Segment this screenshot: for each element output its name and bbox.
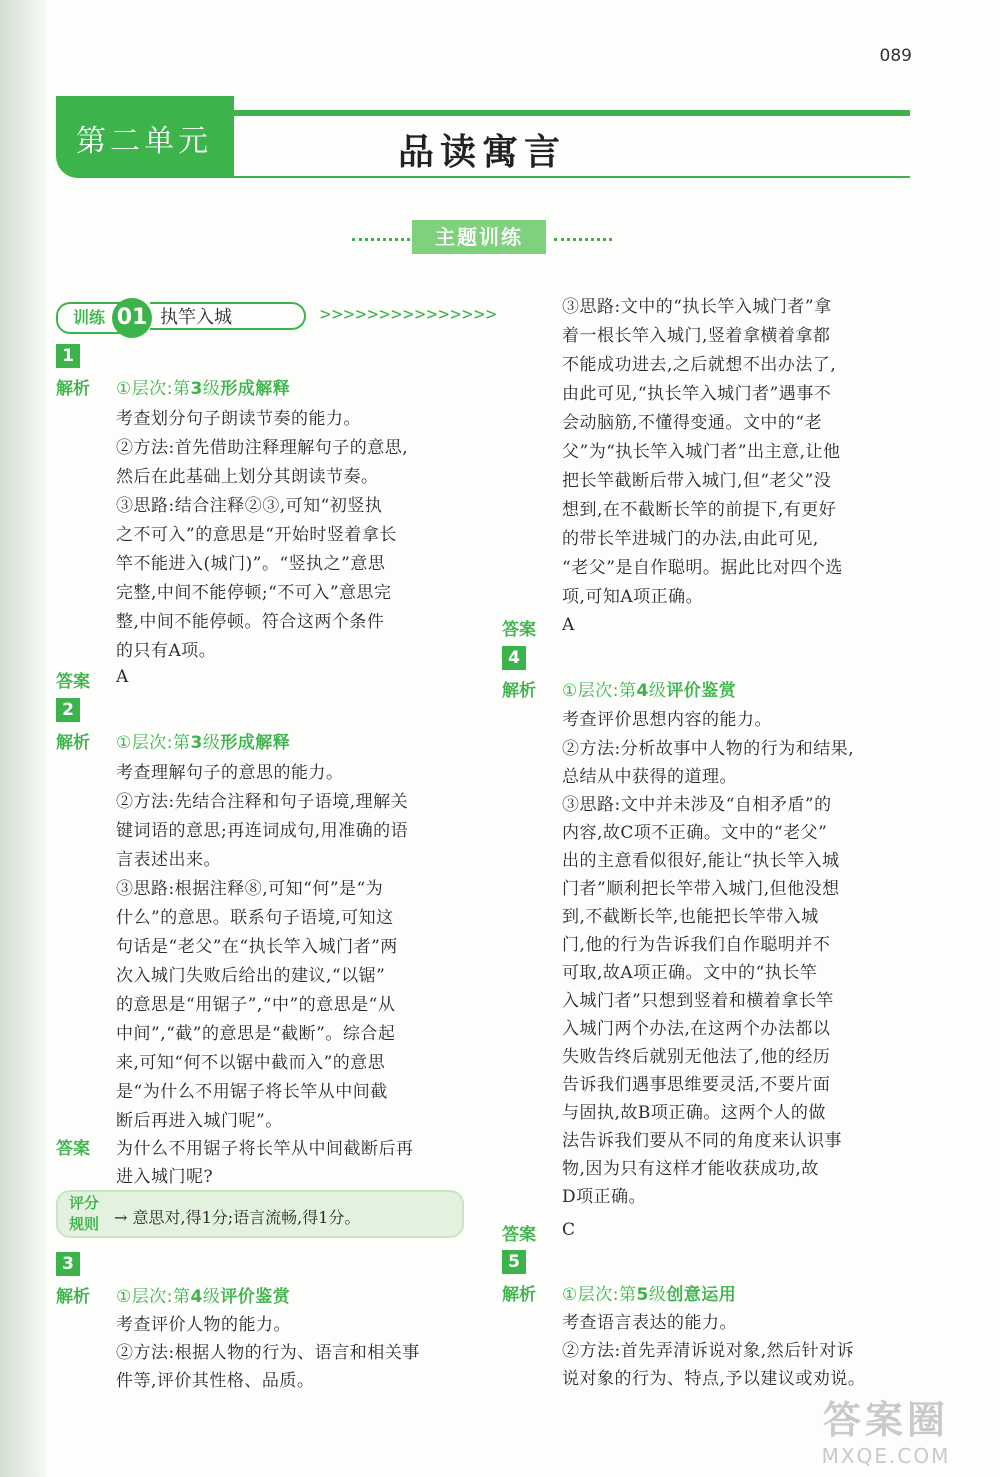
section-dots-left xyxy=(352,238,410,241)
text-line: 考查评价思想内容的能力。 xyxy=(562,710,772,730)
question-number-1: 1 xyxy=(56,344,80,368)
text-line: 门,他的行为告诉我们自作聪明并不 xyxy=(562,935,831,955)
text-line: 之不可入”的意思是“开始时竖着拿长 xyxy=(116,525,397,545)
level-line-5 xyxy=(562,1280,736,1305)
score-rule-label xyxy=(62,1193,106,1235)
question-number-4: 4 xyxy=(502,646,526,670)
level-prefix: ①层次:第 xyxy=(116,733,191,753)
level-line-1 xyxy=(116,374,290,399)
text-line: “老父”是自作聪明。据此比对四个选 xyxy=(562,558,843,578)
text-line: 是“为什么不用锯子将长竿从中间截 xyxy=(116,1082,388,1102)
text-line: 想到,在不截断长竿的前提下,有更好 xyxy=(562,500,837,520)
book-spine-shadow xyxy=(0,0,46,1477)
level-name: 评价鉴赏 xyxy=(220,1287,291,1307)
text-line: 与固执,故B项正确。这两个人的做 xyxy=(562,1103,826,1123)
level-prefix: ①层次:第 xyxy=(116,1287,191,1307)
level-name: 创意运用 xyxy=(666,1285,737,1305)
text-line: 会动脑筋,不懂得变通。文中的“老 xyxy=(562,413,823,433)
text-line: 总结从中获得的道理。 xyxy=(562,767,737,787)
level-prefix: ①层次:第 xyxy=(562,1285,637,1305)
text-line: 来,可知“何不以锯中截而入”的意思 xyxy=(116,1053,386,1073)
text-line: 不能成功进去,之后就想不出办法了, xyxy=(562,355,837,375)
analysis-label-5: 解析 xyxy=(502,1285,536,1305)
text-line: 考查评价人物的能力。 xyxy=(116,1315,291,1335)
text-line: 入城门者”只想到竖着和横着拿长竿 xyxy=(562,991,834,1011)
level-mid: 级 xyxy=(202,1287,221,1307)
level-mid: 级 xyxy=(648,1285,667,1305)
unit-tab-label: 第二单元 xyxy=(76,124,212,159)
answer-1: A xyxy=(116,667,129,687)
text-line: 考查理解句子的意思的能力。 xyxy=(116,763,344,783)
text-line: 整,中间不能停顿。符合这两个条件 xyxy=(116,612,385,632)
text-line: 失败告终后就别无他法了,他的经历 xyxy=(562,1047,831,1067)
training-number: 01 xyxy=(112,298,152,338)
answer-label-3: 答案 xyxy=(502,620,536,640)
text-line: ③思路:结合注释②③,可知“初竖执 xyxy=(116,496,383,516)
question-number-2: 2 xyxy=(56,698,80,722)
score-label-line: 评分 xyxy=(68,1194,99,1212)
level-prefix: ①层次:第 xyxy=(562,681,637,701)
analysis-label-4: 解析 xyxy=(502,681,536,701)
level-mid: 级 xyxy=(202,733,221,753)
text-line: ②方法:首先弄清诉说对象,然后针对诉 xyxy=(562,1341,855,1361)
text-line: 的带长竿进城门的办法,由此可见, xyxy=(562,529,819,549)
unit-title: 品读寓言 xyxy=(398,131,567,173)
level-name: 评价鉴赏 xyxy=(666,681,737,701)
text-line: 说对象的行为、特点,予以建议或劝说。 xyxy=(562,1369,866,1389)
text-line: 言表述出来。 xyxy=(116,850,221,870)
watermark-logo xyxy=(788,1389,984,1469)
text-line: ②方法:分析故事中人物的行为和结果, xyxy=(562,739,855,759)
level-mid: 级 xyxy=(648,681,667,701)
text-line: 句话是“老父”在“执长竿入城门者”两 xyxy=(116,937,398,957)
text-line: 断后再进入城门呢”。 xyxy=(116,1111,283,1131)
text-line: ③思路:文中的“执长竿入城门者”拿 xyxy=(562,297,832,317)
training-label: 训练 xyxy=(56,302,122,334)
watermark-line: 答案圈 xyxy=(822,1398,949,1442)
text-line: 到,不截断长竿,也能把长竿带入城 xyxy=(562,907,819,927)
text-line: 然后在此基础上划分其朗读节奏。 xyxy=(116,467,379,487)
training-name: 执竿入城 xyxy=(150,302,306,330)
level-name: 形成解释 xyxy=(220,733,291,753)
analysis-label-2: 解析 xyxy=(56,733,90,753)
unit-tab xyxy=(56,96,234,178)
level-mid: 级 xyxy=(202,379,221,399)
text-line: 入城门两个办法,在这两个办法都以 xyxy=(562,1019,831,1039)
level-prefix: ①层次:第 xyxy=(116,379,191,399)
unit-rule-top xyxy=(234,110,910,116)
text-line: D项正确。 xyxy=(562,1187,647,1207)
text-line: ②方法:先结合注释和句子语境,理解关 xyxy=(116,792,409,812)
answer-4: C xyxy=(562,1220,576,1240)
level-num: 3 xyxy=(190,379,203,399)
level-num: 4 xyxy=(190,1287,203,1307)
text-line: 考查划分句子朗读节奏的能力。 xyxy=(116,409,361,429)
level-name: 形成解释 xyxy=(220,379,291,399)
answer-2-line: 进入城门呢? xyxy=(116,1167,214,1187)
text-line: 什么”的意思。联系句子语境,可知这 xyxy=(116,908,394,928)
text-line: ②方法:首先借助注释理解句子的意思, xyxy=(116,438,409,458)
text-line: 件等,评价其性格、品质。 xyxy=(116,1371,315,1391)
question-number-5: 5 xyxy=(502,1250,526,1274)
answer-label-2: 答案 xyxy=(56,1139,90,1159)
level-line-2 xyxy=(116,728,290,753)
question-number-3: 3 xyxy=(56,1252,80,1276)
text-line: ③思路:根据注释⑧,可知“何”是“为 xyxy=(116,879,384,899)
watermark-line: MXQE.COM xyxy=(821,1444,951,1468)
text-line: 内容,故C项不正确。文中的“老父” xyxy=(562,823,828,843)
analysis-label-3: 解析 xyxy=(56,1287,90,1307)
text-line: 可取,故A项正确。文中的“执长竿 xyxy=(562,963,818,983)
text-line: 完整,中间不能停顿;“不可入”意思完 xyxy=(116,583,392,603)
analysis-label-1: 解析 xyxy=(56,379,90,399)
text-line: ③思路:文中并未涉及“自相矛盾”的 xyxy=(562,795,832,815)
text-line: 中间”,“截”的意思是“截断”。综合起 xyxy=(116,1024,396,1044)
level-num: 5 xyxy=(636,1285,649,1305)
text-line: 的意思是“用锯子”,“中”的意思是“从 xyxy=(116,995,396,1015)
text-line: ②方法:根据人物的行为、语言和相关事 xyxy=(116,1343,420,1363)
text-line: 着一根长竿入城门,竖着拿横着拿都 xyxy=(562,326,831,346)
answer-3: A xyxy=(562,615,575,635)
unit-rule-bottom xyxy=(234,176,910,178)
level-num: 3 xyxy=(190,733,203,753)
text-line: 考查语言表达的能力。 xyxy=(562,1313,737,1333)
text-line: 把长竿截断后带入城门,但“老父”没 xyxy=(562,471,832,491)
level-line-4 xyxy=(562,676,736,701)
score-rule-text: → 意思对,得1分;语言流畅,得1分。 xyxy=(114,1208,361,1227)
answer-2-line: 为什么不用锯子将长竿从中间截断后再 xyxy=(116,1139,414,1159)
text-line: 物,因为只有这样才能收获成功,故 xyxy=(562,1159,819,1179)
level-line-3 xyxy=(116,1282,290,1307)
text-line: 项,可知A项正确。 xyxy=(562,587,704,607)
section-dots-right xyxy=(554,238,612,241)
text-line: 出的主意看似很好,能让“执长竿入城 xyxy=(562,851,840,871)
score-label-line: 规则 xyxy=(68,1215,99,1233)
level-num: 4 xyxy=(636,681,649,701)
training-arrows: >>>>>>>>>>>>>>> xyxy=(320,304,498,325)
page-number: 089 xyxy=(879,46,912,66)
answer-label-1: 答案 xyxy=(56,672,90,692)
text-line: 门者”顺利把长竿带入城门,但他没想 xyxy=(562,879,840,899)
text-line: 竿不能进入(城门)”。“竖执之”意思 xyxy=(116,554,386,574)
text-line: 父”为“执长竿入城门者”出主意,让他 xyxy=(562,442,841,462)
text-line: 的只有A项。 xyxy=(116,641,217,661)
text-line: 由此可见,“执长竿入城门者”遇事不 xyxy=(562,384,832,404)
text-line: 法告诉我们要从不同的角度来认识事 xyxy=(562,1131,842,1151)
text-line: 键词语的意思;再连词成句,用准确的语 xyxy=(116,821,409,841)
answer-label-4: 答案 xyxy=(502,1225,536,1245)
section-title: 主题训练 xyxy=(412,220,546,254)
text-line: 次入城门失败后给出的建议,“以锯” xyxy=(116,966,386,986)
text-line: 告诉我们遇事思维要灵活,不要片面 xyxy=(562,1075,831,1095)
